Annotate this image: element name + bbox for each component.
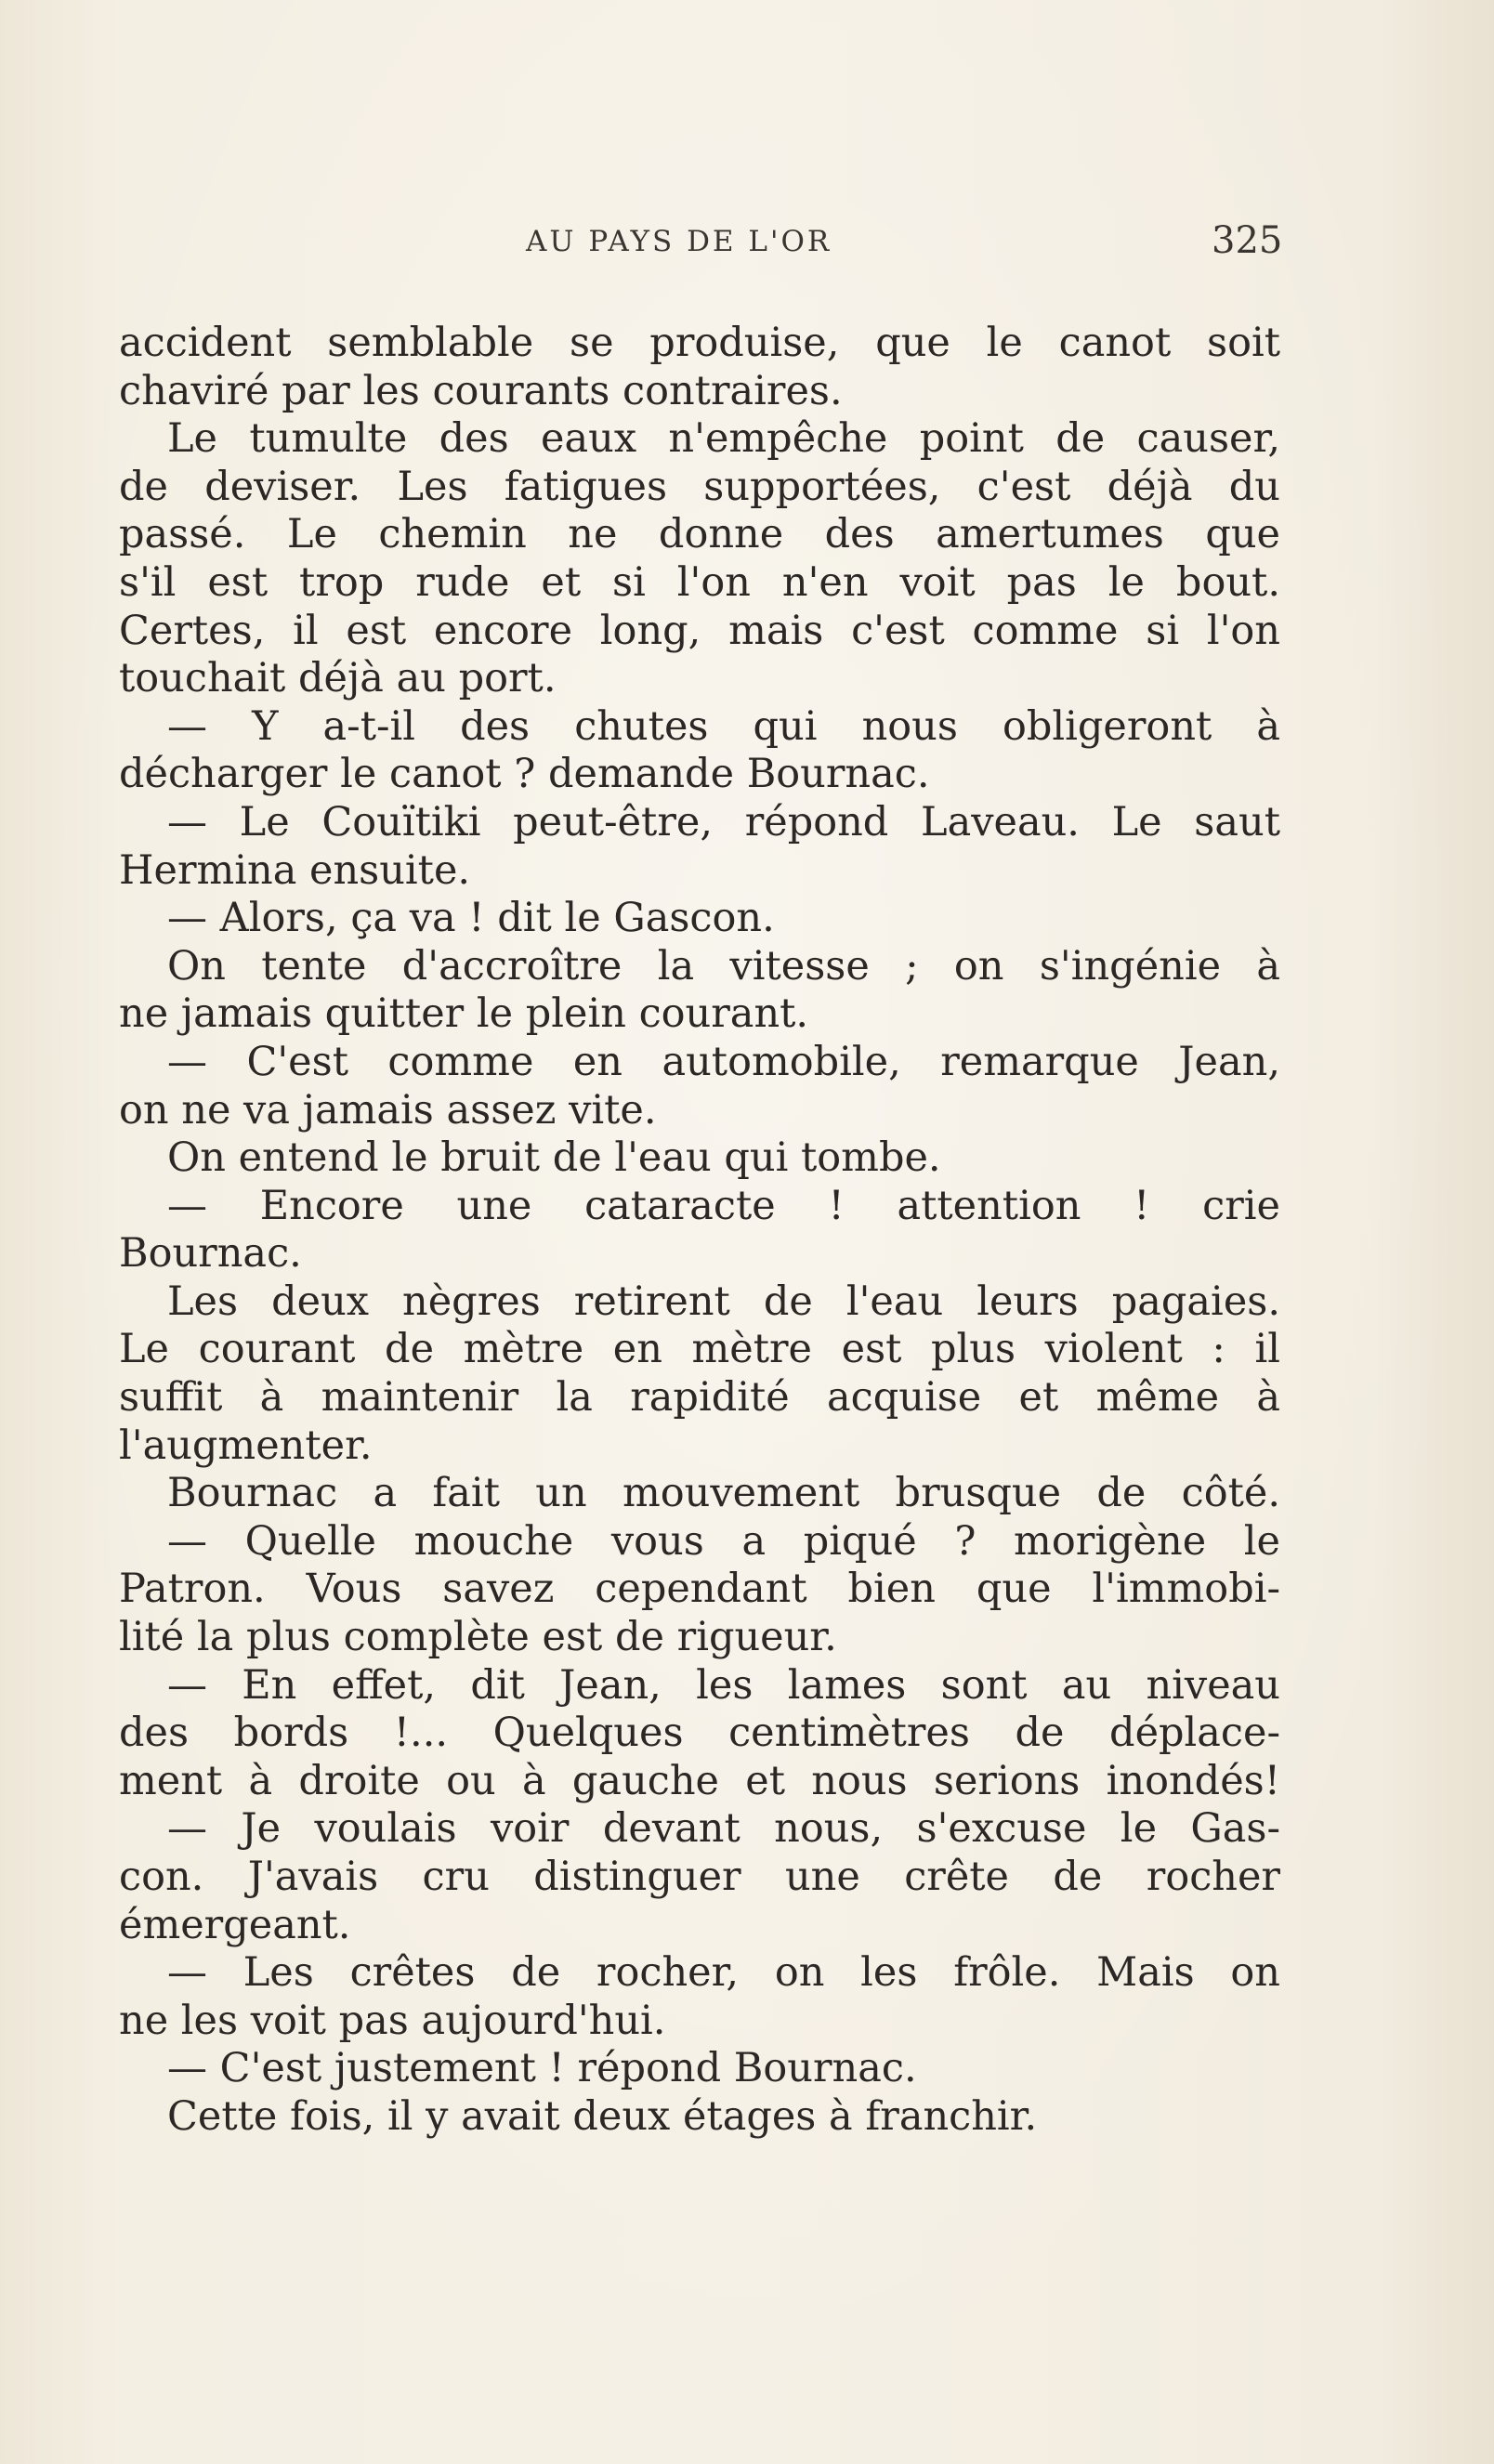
- text-line: — C'est justement ! répond Bournac.: [167, 2045, 917, 2092]
- body-text: [119, 320, 1280, 2142]
- text-line: lité la plus complète est de rigueur.: [119, 1614, 837, 1661]
- text-line: touchait déjà au port.: [119, 655, 557, 702]
- text-line: Patron. Vous savez cependant bien que l'immobi-: [119, 1566, 1280, 1613]
- text-line: s'il est trop rude et si l'on n'en voit pas le bout.: [119, 558, 1280, 606]
- text-line: — Les crêtes de rocher, on les frôle. Mais on: [167, 1949, 1280, 1997]
- text-line: — C'est comme en automobile, remarque Jean,: [167, 1038, 1280, 1085]
- text-line: ment à droite ou à gauche et nous serions inondés!: [119, 1757, 1280, 1804]
- text-line: des bords !... Quelques centimètres de déplace-: [119, 1710, 1280, 1757]
- text-line: — Y a-t-il des chutes qui nous obligeront à: [167, 702, 1280, 750]
- text-line: On entend le bruit de l'eau qui tombe.: [167, 1134, 941, 1182]
- text-line: Hermina ensuite.: [119, 846, 471, 894]
- text-line: con. J'avais cru distinguer une crête de rocher: [119, 1854, 1280, 1900]
- text-line: accident semblable se produise, que le canot soit: [119, 320, 1280, 366]
- text-line: de deviser. Les fatigues supportées, c'est déjà du: [119, 463, 1280, 510]
- running-title: AU PAYS DE L'OR: [526, 225, 832, 258]
- text-line: Bournac a fait un mouvement brusque de côté.: [167, 1470, 1280, 1517]
- text-line: l'augmenter.: [119, 1422, 373, 1469]
- text-line: — Je voulais voir devant nous, s'excuse le Gas-: [167, 1805, 1280, 1853]
- text-line: — Encore une cataracte ! attention ! crie: [167, 1182, 1280, 1229]
- text-line: passé. Le chemin ne donne des amertumes que: [119, 511, 1280, 558]
- text-line: Certes, il est encore long, mais c'est comme si l'on: [119, 607, 1280, 654]
- page-number: 325: [1212, 219, 1283, 262]
- text-line: chaviré par les courants contraires.: [119, 367, 843, 414]
- text-line: on ne va jamais assez vite.: [119, 1086, 657, 1134]
- text-line: Cette fois, il y avait deux étages à franchir.: [167, 2092, 1038, 2140]
- text-line: — Le Couïtiki peut-être, répond Laveau. Le saut: [167, 798, 1280, 845]
- text-line: Bournac.: [119, 1230, 302, 1278]
- text-line: décharger le canot ? demande Bournac.: [119, 751, 930, 798]
- text-line: Le courant de mètre en mètre est plus violent : il: [119, 1326, 1280, 1373]
- text-line: On tente d'accroître la vitesse ; on s'ingénie à: [167, 942, 1280, 990]
- text-line: Les deux nègres retirent de l'eau leurs pagaies.: [167, 1278, 1280, 1325]
- text-line: Le tumulte des eaux n'empêche point de causer,: [167, 415, 1280, 463]
- text-line: suffit à maintenir la rapidité acquise et même à: [119, 1374, 1280, 1422]
- text-line: — Alors, ça va ! dit le Gascon.: [167, 895, 775, 942]
- text-line: ne jamais quitter le plein courant.: [119, 990, 809, 1038]
- text-line: — En effet, dit Jean, les lames sont au niveau: [167, 1661, 1280, 1709]
- text-line: — Quelle mouche vous a piqué ? morigène le: [167, 1517, 1280, 1565]
- text-line: émergeant.: [119, 1901, 351, 1948]
- text-line: ne les voit pas aujourd'hui.: [119, 1997, 666, 2044]
